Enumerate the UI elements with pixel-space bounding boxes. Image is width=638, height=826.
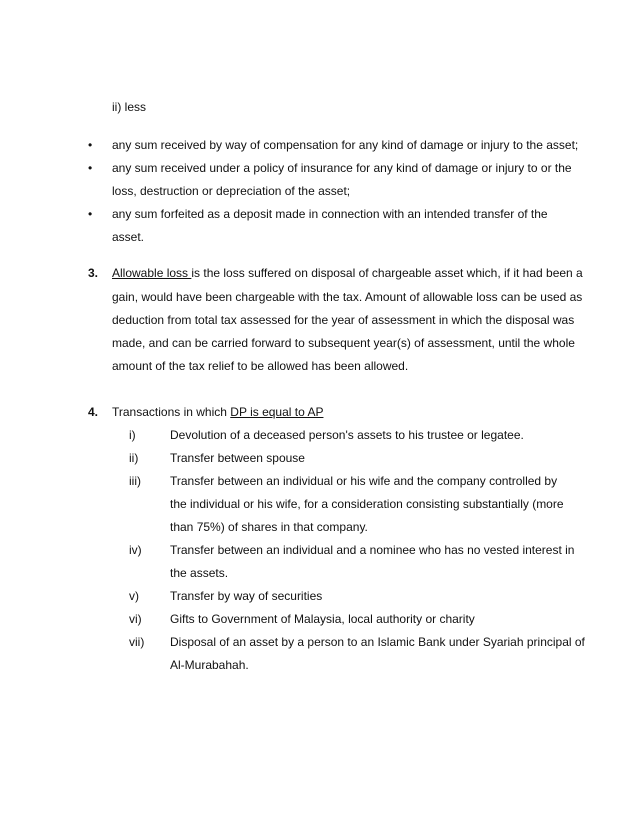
list-item-line: the assets. [170, 566, 229, 580]
list-item-line: Disposal of an asset by a person to an Islamic Bank under Syariah principal of [170, 635, 585, 649]
list-marker: iv) [129, 543, 142, 557]
bullet-line: any sum received under a policy of insurance for any kind of damage or injury to or the [112, 161, 572, 175]
term-allowable-loss: Allowable loss [112, 266, 192, 280]
section-intro [112, 404, 323, 420]
list-item-line: Transfer by way of securities [170, 589, 323, 603]
list-marker: ii) [129, 451, 139, 465]
section-number-4: 4. [88, 405, 99, 419]
intro-text: Transactions in which [112, 405, 231, 419]
list-marker: vi) [129, 612, 142, 626]
bullet-line: any sum forfeited as a deposit made in connection with an intended transfer of the [112, 207, 548, 221]
list-item-line: Transfer between spouse [170, 451, 305, 465]
bullet-line: loss, destruction or depreciation of the asset; [112, 184, 351, 198]
list-item-line: Gifts to Government of Malaysia, local authority or charity [170, 612, 475, 626]
bullet-icon: • [88, 207, 93, 221]
list-item-line: Al-Murabahah. [170, 658, 249, 672]
list-item-line: the individual or his wife, for a consideration consisting substantially (more [170, 497, 564, 511]
bullet-icon: • [88, 161, 93, 175]
bullet-line: any sum received by way of compensation for any kind of damage or injury to the asset; [112, 138, 579, 152]
paragraph-line: deduction from total tax assessed for the year of assessment in which the disposal was [112, 313, 575, 327]
list-item-line: Devolution of a deceased person's assets to his trustee or legatee. [170, 428, 524, 442]
paragraph-line: amount of the tax relief to be allowed has been allowed. [112, 359, 409, 373]
list-marker: v) [129, 589, 139, 603]
paragraph-line [112, 265, 583, 281]
bullet-icon: • [88, 138, 93, 152]
list-marker: i) [129, 428, 136, 442]
list-marker: vii) [129, 635, 145, 649]
paragraph-line: made, and can be carried forward to subsequent year(s) of assessment, until the whole [112, 336, 575, 350]
list-marker: iii) [129, 474, 141, 488]
list-item-line: Transfer between an individual and a nominee who has no vested interest in [170, 543, 575, 557]
list-item-line: than 75%) of shares in that company. [170, 520, 368, 534]
bullet-line: asset. [112, 230, 145, 244]
list-item-line: Transfer between an individual or his wife and the company controlled by [170, 474, 558, 488]
term-dp-equal-ap: DP is equal to AP [230, 405, 324, 419]
section-number-3: 3. [88, 266, 99, 280]
paragraph-text: is the loss suffered on disposal of chargeable asset which, if it had been a [191, 266, 583, 280]
paragraph-line: gain, would have been chargeable with the tax. Amount of allowable loss can be used as [112, 290, 583, 304]
sub-heading-less: ii) less [112, 100, 147, 114]
